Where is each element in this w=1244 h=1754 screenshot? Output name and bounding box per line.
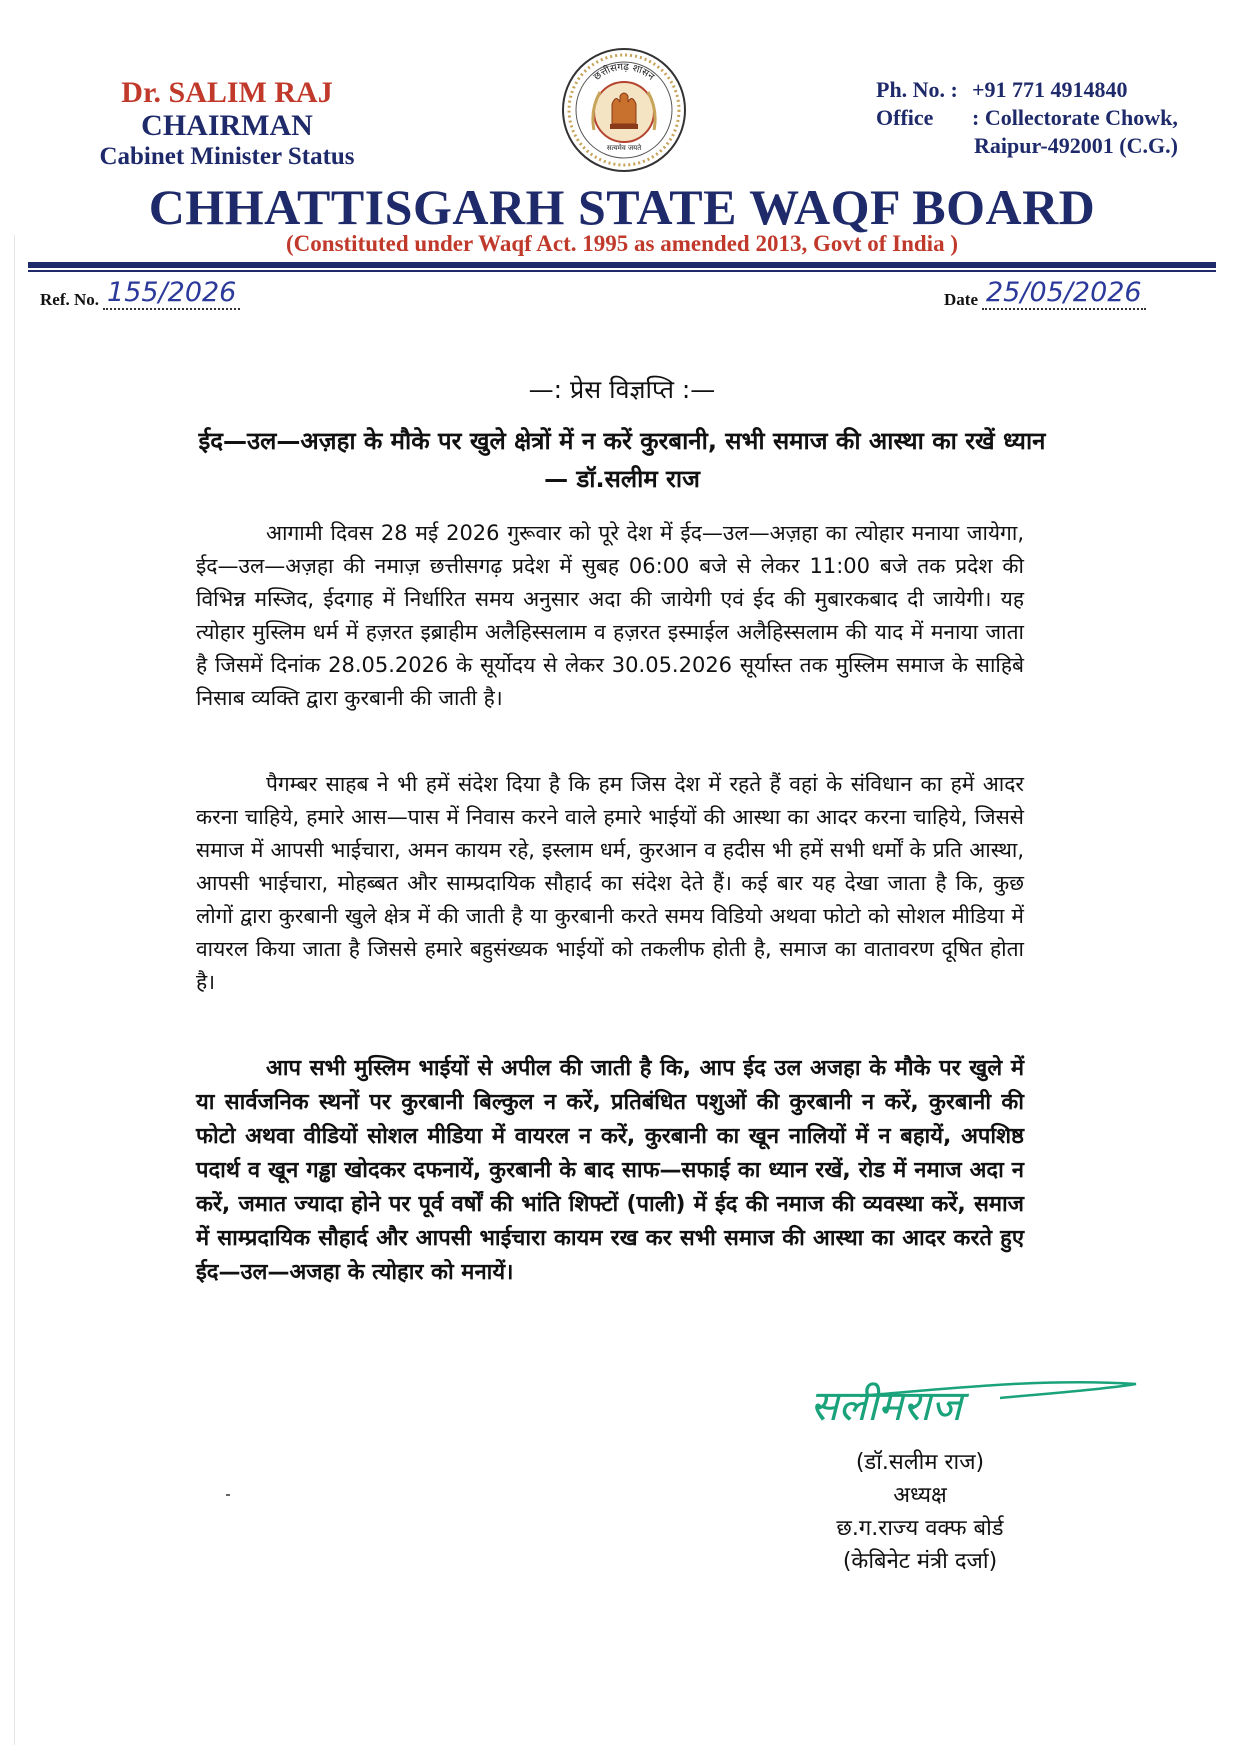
office-address-line1: : Collectorate Chowk, — [972, 105, 1178, 130]
date-label: Date — [944, 290, 978, 309]
chairman-role: CHAIRMAN — [141, 109, 313, 142]
signatory-block — [760, 1446, 1080, 1578]
press-release-headline: ईद—उल—अज़हा के मौके पर खुले क्षेत्रों में न करें कुरबानी, सभी समाज की आस्था का रखें ध्यान — डॉ.सलीम राज — [198, 427, 1046, 493]
letterhead-divider — [28, 262, 1216, 268]
phone-label: Ph. No. : — [876, 77, 958, 102]
signatory-organization: छ.ग.राज्य वक्फ बोर्ड — [836, 1516, 1004, 1541]
body-paragraph-2: पैगम्बर साहब ने भी हमें संदेश दिया है कि हम जिस देश में रहते हैं वहां के संविधान का हमें आदर करना चाहिये, हमारे आस—पास में निवास करने वाले हमारे भाईयों की आस्था का आदर करना चाहिये, जिससे समाज में आपसी भाईचारा, अमन कायम रहे, इस्लाम धर्म, कुरआन व हदीस भी हमें सभी धर्मों के प्रति आस्था, आपसी भाईचारा, मोहब्बत और साम्प्रदायिक सौहार्द का संदेश देते हैं। कई बार यह देखा जाता है कि, कुछ लोगों द्वारा कुरबानी खुले क्षेत्र में की जाती है या कुरबानी करते समय विडियो अथवा फोटो को सोशल मीडिया में वायरल किया जाता है जिससे हमारे बहुसंख्यक भाईयों को तकलीफ होती है, समाज का वातावरण दूषित होता है। — [196, 772, 1024, 994]
board-subtitle: (Constituted under Waqf Act. 1995 as amended 2013, Govt of India ) — [286, 231, 958, 256]
signatory-rank: (केबिनेट मंत्री दर्जा) — [842, 1549, 998, 1574]
handwritten-signature — [800, 1370, 1140, 1440]
letter-date — [944, 278, 1146, 310]
scan-edge-line — [14, 235, 15, 1745]
scan-speck — [226, 1494, 230, 1496]
phone-number: +91 771 4914840 — [972, 77, 1128, 102]
svg-text:सत्यमेव जयते: सत्यमेव जयते — [606, 144, 642, 152]
signatory-name: (डॉ.सलीम राज) — [855, 1450, 985, 1475]
chairman-name: Dr. SALIM RAJ — [121, 76, 333, 109]
state-emblem-seal — [560, 46, 688, 174]
date-value: 25/05/2026 — [982, 278, 1146, 310]
ref-label: Ref. No. — [40, 290, 100, 309]
signatory-title: अध्यक्ष — [893, 1483, 947, 1508]
reference-number — [40, 278, 240, 310]
svg-text:सलीमराज: सलीमराज — [810, 1381, 963, 1430]
svg-text:छत्तीसगढ़ शासन: छत्तीसगढ़ शासन — [591, 61, 657, 83]
letterhead-divider-thin — [28, 270, 1216, 272]
contact-block — [876, 76, 1216, 160]
press-release-heading: —: प्रेस विज्ञप्ति :— — [528, 375, 716, 404]
office-address-line2: Raipur-492001 (C.G.) — [974, 133, 1178, 158]
chairman-status: Cabinet Minister Status — [99, 143, 355, 170]
body-paragraph-1: आगामी दिवस 28 मई 2026 गुरूवार को पूरे देश में ईद—उल—अज़हा का त्योहार मनाया जायेगा, ईद—उल—अज़हा की नमाज़ छत्तीसगढ़ प्रदेश में सुबह 06:00 बजे से लेकर 11:00 बजे तक प्रदेश की विभिन्न मस्जिद, ईदगाह में निर्धारित समय अनुसार अदा की जायेगी एवं ईद की मुबारकबाद दी जायेगी। यह त्योहार मुस्लिम धर्म में हज़रत इब्राहीम अलैहिस्सलाम व हज़रत इस्माईल अलैहिस्सलाम की याद में मनाया जाता है जिसमें दिनांक 28.05.2026 के सूर्योदय से लेकर 30.05.2026 सूर्यास्त तक मुस्लिम समाज के साहिबे निसाब व्यक्ति द्वारा कुरबानी की जाती है। — [196, 521, 1024, 710]
office-label: Office — [876, 105, 934, 130]
ref-value: 155/2026 — [103, 278, 240, 310]
appeal-paragraph: आप सभी मुस्लिम भाईयों से अपील की जाती है कि, आप ईद उल अजहा के मौके पर खुले में या सार्वजनिक स्थनों पर कुरबानी बिल्कुल न करें, प्रतिबंधित पशुओं की कुरबानी न करें, कुरबानी की फोटो अथवा वीडियों सोशल मीडिया में वायरल न करें, कुरबानी का खून नालियों में न बहायें, अपशिष्ठ पदार्थ व खून गड्ढा खोदकर दफनायें, कुरबानी के बाद साफ—सफाई का ध्यान रखें, रोड में नमाज अदा न करें, जमात ज्यादा होने पर पूर्व वर्षों की भांति शिफ्टों (पाली) में ईद की नमाज की व्यवस्था करें, समाज में साम्प्रदायिक सौहार्द और आपसी भाईचारा कायम रख कर सभी समाज की आस्था का आदर करते हुए ईद—उल—अजहा के त्योहार को मनायें। — [196, 1056, 1024, 1285]
board-title: CHHATTISGARH STATE WAQF BOARD — [148, 179, 1096, 235]
chairman-block — [72, 76, 382, 172]
